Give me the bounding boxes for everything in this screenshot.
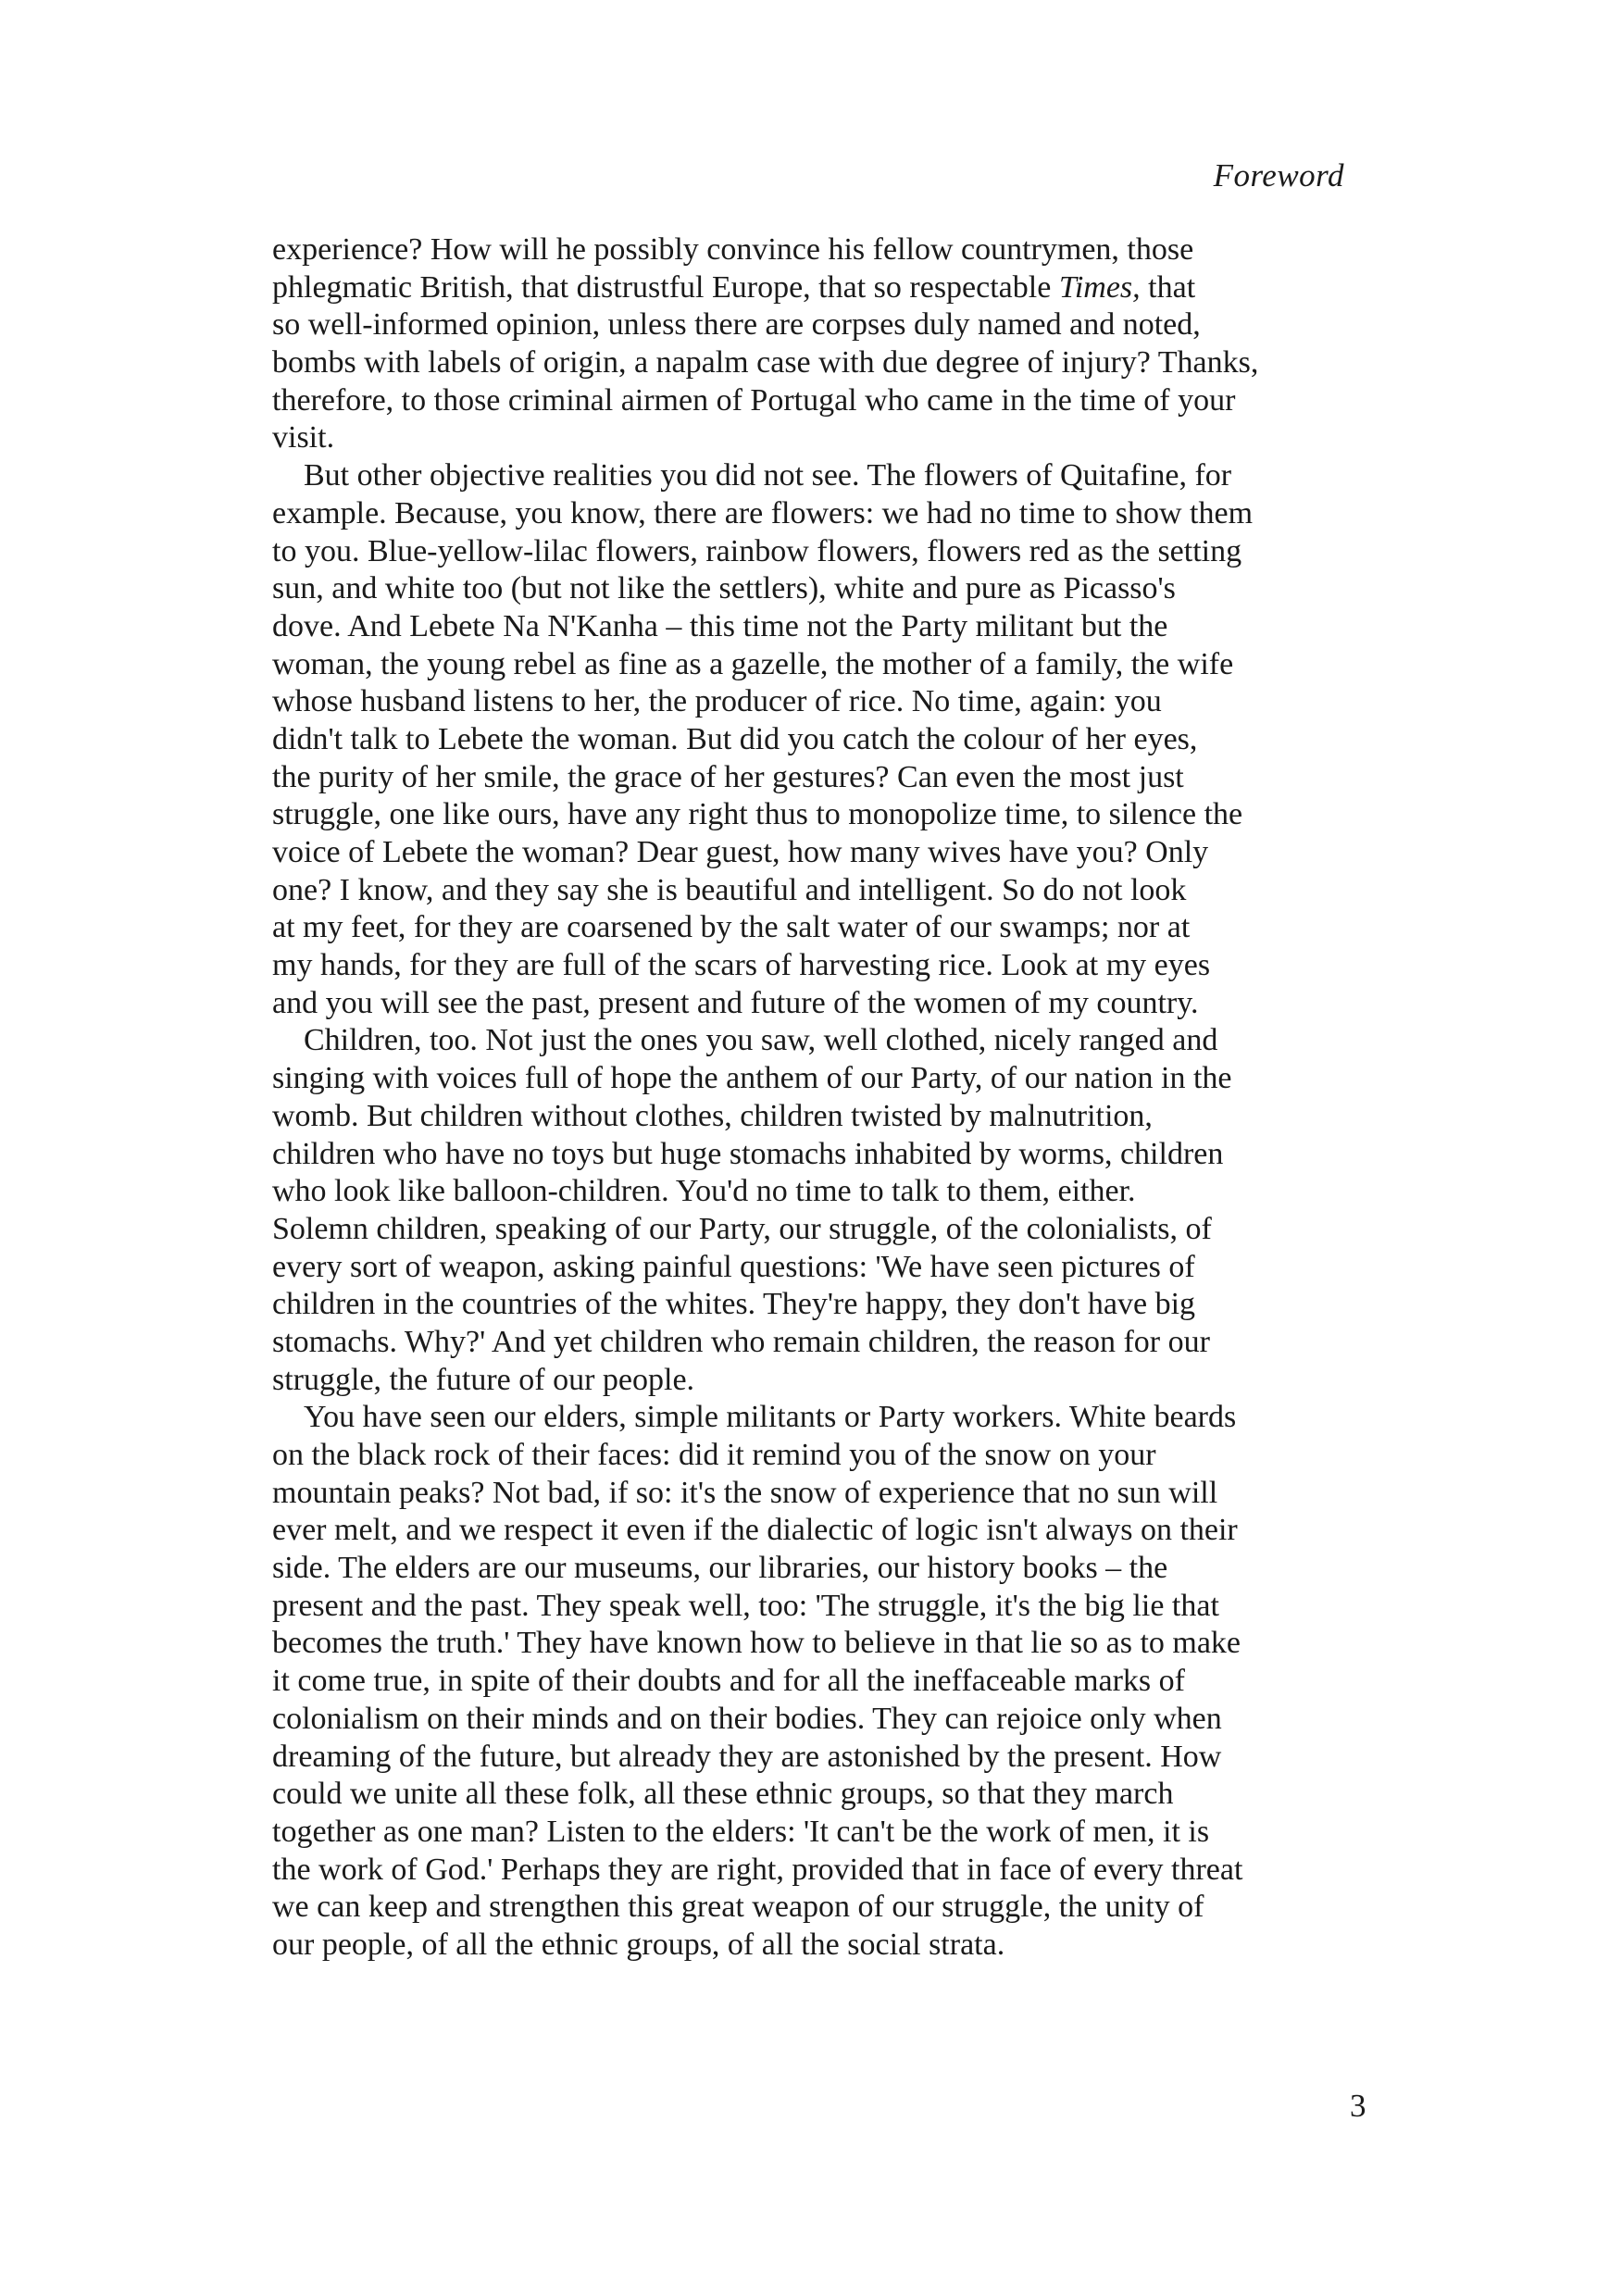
text-line: children in the countries of the whites. They're happy, they don't have big [272, 1287, 1196, 1322]
text-line: struggle, the future of our people. [272, 1362, 695, 1397]
text-line: the work of God.' Perhaps they are right, provided that in face of every threat [272, 1852, 1243, 1887]
text-line: it come true, in spite of their doubts and for all the ineffaceable marks of [272, 1664, 1185, 1699]
text-line: could we unite all these folk, all these ethnic groups, so that they march [272, 1777, 1174, 1812]
text-line: whose husband listens to her, the producer of rice. No time, again: you [272, 684, 1162, 719]
text-line: the purity of her smile, the grace of her gestures? Can even the most just [272, 759, 1184, 794]
text-line: who look like balloon-children. You'd no time to talk to them, either. [272, 1174, 1136, 1209]
text-line: present and the past. They speak well, too: 'The struggle, it's the big lie that [272, 1588, 1219, 1623]
text-line: sun, and white too (but not like the settlers), white and pure as Picasso's [272, 571, 1176, 606]
text-line: on the black rock of their faces: did it remind you of the snow on your [272, 1438, 1156, 1472]
text-line: womb. But children without clothes, children twisted by malnutrition, [272, 1098, 1153, 1133]
text-line: Children, too. Not just the ones you saw, well clothed, nicely ranged and [304, 1023, 1218, 1058]
text-line: But other objective realities you did not see. The flowers of Quitafine, for [304, 458, 1232, 493]
text-line: struggle, one like ours, have any right thus to monopolize time, to silence the [272, 797, 1243, 832]
text-line: woman, the young rebel as fine as a gazelle, the mother of a family, the wife [272, 646, 1234, 681]
text-line: bombs with labels of origin, a napalm case with due degree of injury? Thanks, [272, 345, 1259, 381]
text-line: and you will see the past, present and future of the women of my country. [272, 985, 1199, 1020]
text-line: one? I know, and they say she is beautiful and intelligent. So do not look [272, 872, 1187, 907]
text-line: You have seen our elders, simple militants or Party workers. White beards [304, 1400, 1237, 1435]
page-number: 3 [1350, 2088, 1366, 2124]
text-line: stomachs. Why?' And yet children who remain children, the reason for our [272, 1324, 1210, 1359]
text-line: to you. Blue-yellow-lilac flowers, rainbow flowers, flowers red as the setting [272, 533, 1242, 568]
text-line: our people, of all the ethnic groups, of all the social strata. [272, 1927, 1005, 1962]
text-line: colonialism on their minds and on their bodies. They can rejoice only when [272, 1701, 1222, 1736]
text-segment: phlegmatic British, that distrustful Europe, that so respectable [272, 269, 1059, 305]
text-line: ever melt, and we respect it even if the dialectic of logic isn't always on their [272, 1513, 1238, 1548]
text-segment: that [1140, 269, 1196, 305]
italic-title: Times, [1058, 269, 1141, 305]
text-line: every sort of weapon, asking painful questions: 'We have seen pictures of [272, 1249, 1195, 1284]
text-line: dreaming of the future, but already they are astonished by the present. How [272, 1739, 1222, 1774]
text-line: singing with voices full of hope the anthem of our Party, of our nation in the [272, 1061, 1232, 1096]
text-line: voice of Lebete the woman? Dear guest, how many wives have you? Only [272, 835, 1209, 869]
text-line: example. Because, you know, there are flowers: we had no time to show them [272, 495, 1254, 530]
text-line: we can keep and strengthen this great weapon of our struggle, the unity of [272, 1890, 1204, 1925]
running-head: Foreword [1213, 157, 1344, 193]
text-line: children who have no toys but huge stomachs inhabited by worms, children [272, 1136, 1224, 1171]
text-line: mountain peaks? Not bad, if so: it's the snow of experience that no sun will [272, 1475, 1218, 1510]
text-line: together as one man? Listen to the elders: 'It can't be the work of men, it is [272, 1814, 1210, 1849]
text-line: Solemn children, speaking of our Party, our struggle, of the colonialists, of [272, 1211, 1212, 1246]
text-line: my hands, for they are full of the scars of harvesting rice. Look at my eyes [272, 948, 1211, 983]
text-line: experience? How will he possibly convince his fellow countrymen, those [272, 232, 1194, 267]
text-line: didn't talk to Lebete the woman. But did you catch the colour of her eyes, [272, 721, 1198, 756]
text-line: therefore, to those criminal airmen of Portugal who came in the time of your [272, 382, 1236, 418]
text-line: visit. [272, 420, 335, 455]
text-line: dove. And Lebete Na N'Kanha – this time not the Party militant but the [272, 608, 1168, 643]
text-line: side. The elders are our museums, our libraries, our history books – the [272, 1551, 1168, 1586]
body-text [272, 231, 1379, 1965]
text-line [272, 269, 1379, 307]
text-line: so well-informed opinion, unless there are corpses duly named and noted, [272, 307, 1201, 343]
text-line: becomes the truth.' They have known how to believe in that lie so as to make [272, 1626, 1241, 1661]
text-line: at my feet, for they are coarsened by the salt water of our swamps; nor at [272, 910, 1191, 945]
